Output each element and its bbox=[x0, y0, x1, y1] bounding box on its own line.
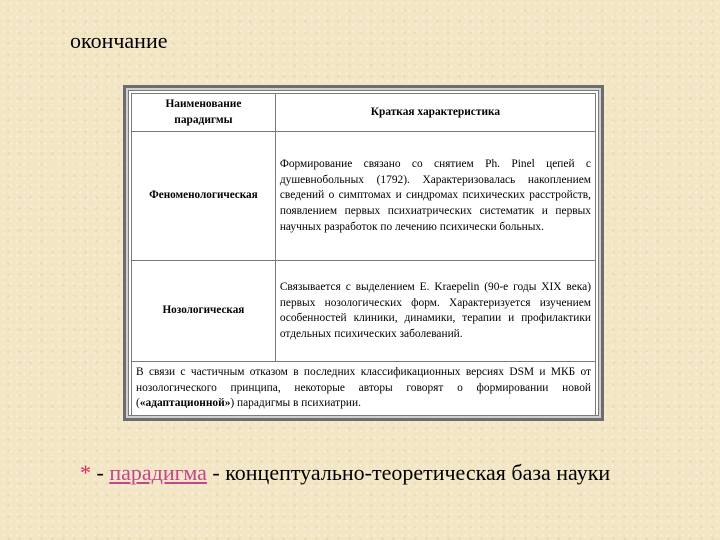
header-name-cell: Наименование парадигмы bbox=[132, 94, 276, 132]
footnote bbox=[80, 460, 610, 486]
slide-title: окончание bbox=[70, 28, 168, 53]
footnote-term-link[interactable]: парадигма bbox=[109, 460, 207, 485]
paradigm-description-cell: Связывается с выделением E. Kraepelin (90-е годы XIX века) первых нозологических форм. Характеризуется изучением особенностей клиники, динамики, терапии и профилактики отдельных психических заболеваний. bbox=[275, 261, 595, 362]
table-note-row bbox=[132, 362, 596, 416]
table-note-cell bbox=[132, 362, 596, 416]
footnote-definition: - концептуально-теоретическая база науки bbox=[206, 460, 611, 485]
footnote-dash: - bbox=[91, 460, 110, 485]
paradigm-name-cell: Феноменологическая bbox=[132, 132, 276, 261]
table-row bbox=[132, 132, 596, 261]
table-row bbox=[132, 261, 596, 362]
table-header-row bbox=[132, 94, 596, 132]
footnote-marker: * bbox=[80, 460, 91, 485]
paradigm-table bbox=[131, 93, 596, 416]
paradigm-description-cell: Формирование связано со снятием Ph. Pinel цепей с душевнобольных (1792). Характеризовалась накоплением сведений о симптомах и синдромах психических расстройств, появлением первых психиатрических систематик и первых научных разработок по лечению психически больных. bbox=[275, 132, 595, 261]
paradigm-table-frame bbox=[123, 85, 604, 421]
note-text-before: В связи с частичным отказом в последних классификационных версиях DSM и МКБ от нозологического принципа, некоторые авторы говорят о формировании новой ( bbox=[136, 366, 591, 410]
note-emphasis: «адаптационной» bbox=[139, 397, 231, 410]
header-description-cell: Краткая характеристика bbox=[275, 94, 595, 132]
note-text-after: ) парадигмы в психиатрии. bbox=[230, 397, 361, 410]
paradigm-name-cell: Нозологическая bbox=[132, 261, 276, 362]
